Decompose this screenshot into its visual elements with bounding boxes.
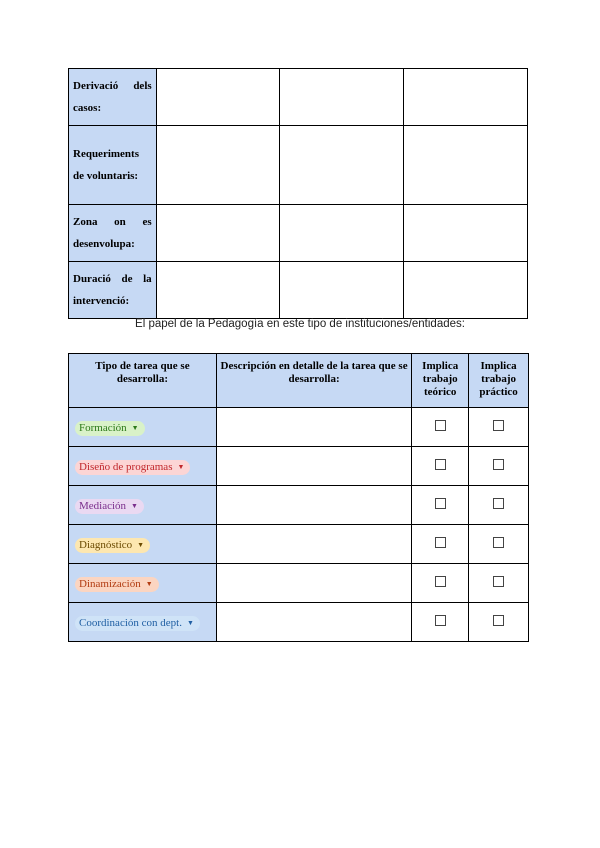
input-cell[interactable] — [280, 69, 404, 126]
task-type-label: Coordinación con dept. — [79, 617, 182, 629]
task-type-label: Mediación — [79, 500, 127, 512]
table-row — [69, 603, 529, 642]
row-label-zona: Zona on es desenvolupa: — [69, 205, 157, 262]
task-type-cell — [69, 564, 217, 603]
theory-cell — [412, 447, 469, 486]
practice-cell — [469, 564, 529, 603]
practice-checkbox[interactable] — [493, 459, 504, 470]
row-label-duracio: Duració de la intervenció: — [69, 262, 157, 319]
header-theory: Implica trabajo teórico — [412, 354, 469, 408]
theory-checkbox[interactable] — [435, 459, 446, 470]
description-cell[interactable] — [216, 408, 411, 447]
task-table — [68, 353, 529, 642]
input-cell[interactable] — [156, 126, 280, 205]
task-type-label: Formación — [79, 422, 127, 434]
table-row — [69, 564, 529, 603]
task-type-label: Diseño de programas — [79, 461, 173, 473]
practice-checkbox[interactable] — [493, 615, 504, 626]
input-cell[interactable] — [404, 69, 528, 126]
task-type-label: Diagnóstico — [79, 539, 133, 551]
description-cell[interactable] — [216, 525, 411, 564]
table-row — [69, 525, 529, 564]
theory-checkbox[interactable] — [435, 537, 446, 548]
theory-cell — [412, 486, 469, 525]
theory-checkbox[interactable] — [435, 576, 446, 587]
task-type-dropdown[interactable] — [75, 460, 190, 475]
task-type-dropdown[interactable] — [75, 421, 145, 436]
row-label-requeriments: Requeriments de voluntaris: — [69, 126, 157, 205]
input-cell[interactable] — [404, 205, 528, 262]
table-row — [69, 69, 528, 126]
theory-cell — [412, 408, 469, 447]
description-cell[interactable] — [216, 603, 411, 642]
task-type-dropdown[interactable] — [75, 616, 200, 631]
practice-checkbox[interactable] — [493, 420, 504, 431]
practice-cell — [469, 525, 529, 564]
table-row — [69, 126, 528, 205]
dropdown-arrow-icon: ▼ — [137, 541, 145, 549]
task-type-cell — [69, 447, 217, 486]
input-cell[interactable] — [280, 126, 404, 205]
input-cell[interactable] — [280, 262, 404, 319]
dropdown-arrow-icon: ▼ — [186, 619, 194, 627]
input-cell[interactable] — [156, 205, 280, 262]
task-type-cell — [69, 603, 217, 642]
practice-cell — [469, 447, 529, 486]
theory-checkbox[interactable] — [435, 498, 446, 509]
input-cell[interactable] — [280, 205, 404, 262]
practice-cell — [469, 486, 529, 525]
task-type-dropdown[interactable] — [75, 538, 150, 553]
table-row — [69, 205, 528, 262]
task-type-cell — [69, 525, 217, 564]
table-header-row — [69, 354, 529, 408]
practice-checkbox[interactable] — [493, 498, 504, 509]
header-description: Descripción en detalle de la tarea que se desarrolla: — [216, 354, 411, 408]
practice-checkbox[interactable] — [493, 537, 504, 548]
input-cell[interactable] — [404, 262, 528, 319]
task-type-label: Dinamización — [79, 578, 141, 590]
description-cell[interactable] — [216, 564, 411, 603]
dropdown-arrow-icon: ▼ — [145, 580, 153, 588]
row-label-derivacio: Derivació dels casos: — [69, 69, 157, 126]
practice-cell — [469, 603, 529, 642]
section-subtitle: El papel de la Pedagogía en este tipo de instituciones/entidades: — [135, 318, 465, 330]
theory-cell — [412, 564, 469, 603]
header-practice: Implica trabajo práctico — [469, 354, 529, 408]
description-cell[interactable] — [216, 486, 411, 525]
input-cell[interactable] — [404, 126, 528, 205]
theory-cell — [412, 603, 469, 642]
task-type-dropdown[interactable] — [75, 499, 144, 514]
dropdown-arrow-icon: ▼ — [131, 502, 138, 510]
table-row — [69, 486, 529, 525]
task-type-dropdown[interactable] — [75, 577, 159, 592]
table-row — [69, 408, 529, 447]
description-cell[interactable] — [216, 447, 411, 486]
task-type-cell — [69, 486, 217, 525]
dropdown-arrow-icon: ▼ — [131, 424, 139, 432]
table-row — [69, 262, 528, 319]
task-type-cell — [69, 408, 217, 447]
case-info-table — [68, 68, 528, 319]
dropdown-arrow-icon: ▼ — [177, 463, 185, 471]
table-row — [69, 447, 529, 486]
input-cell[interactable] — [156, 69, 280, 126]
practice-checkbox[interactable] — [493, 576, 504, 587]
theory-checkbox[interactable] — [435, 420, 446, 431]
input-cell[interactable] — [156, 262, 280, 319]
theory-cell — [412, 525, 469, 564]
theory-checkbox[interactable] — [435, 615, 446, 626]
practice-cell — [469, 408, 529, 447]
header-type: Tipo de tarea que se desarrolla: — [69, 354, 217, 408]
